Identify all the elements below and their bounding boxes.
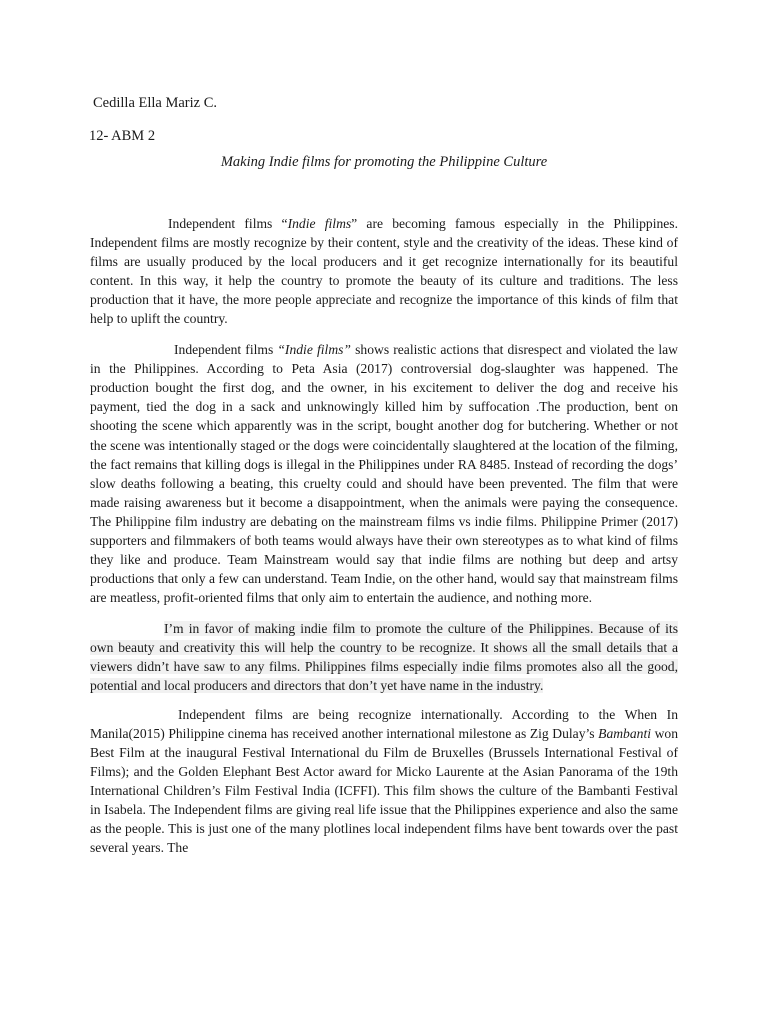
- paragraph-4-italic: Bambanti: [598, 726, 652, 742]
- paragraph-1-text-b: ” are becoming famous especially in the Philippines. Independent films are mostly recognize by their content, style and the creativity of the ideas. These kind of films are usually produced by the local producers and it get recognize internationally for its beautiful content. In this way, it help the country to promote the beauty of its culture and traditions. The less production that it have, the more people appreciate and recognize the importance of this kinds of film that help to uplift the country.: [90, 216, 678, 327]
- paragraph-4-text-b: won Best Film at the inaugural Festival International du Film de Bruxelles (Brussels International Festival of Films); and the Golden Elephant Best Actor award for Micko Laurente at the Asian Panorama of the 19th International Children’s Film Festival India (ICFFI). This film shows the culture of the Bambanti Festival in Isabela. The Independent films are giving real life issue that the Philippines experience and also the same as the people. This is just one of the many plotlines local independent films have bent towards over the past several years. The: [90, 726, 678, 856]
- author-name: Cedilla Ella Mariz C.: [93, 95, 218, 111]
- paragraph-1-italic: Indie films: [287, 216, 352, 231]
- paragraph-1-text-a: Independent films “: [168, 216, 288, 231]
- paragraph-4: [90, 705, 678, 857]
- paragraph-3-text: I’m in favor of making indie film to promote the culture of the Philippines. Because of its own beauty and creativity this will help the country to be recognize. It shows all the small details that a viewers didn’t have saw to any films. Philippines films especially indie films promotes also all the good, potential and local producers and directors that don’t yet have name in the industry.: [90, 620, 678, 694]
- paragraph-4-text-a: Independent films are being recognize internationally. According to the When In Manila(2015) Philippine cinema has received another international milestone as Zig Dulay’s: [90, 707, 678, 742]
- class-section: 12- ABM 2: [89, 128, 156, 144]
- document-title: Making Indie films for promoting the Philippine Culture: [220, 154, 548, 170]
- paragraph-3: [90, 619, 678, 695]
- paragraph-2-text-b: shows realistic actions that disrespect and violated the law in the Philippines. According to Peta Asia (2017) controversial dog-slaughter was happened. The production bought the first dog, and the owner, in his excitement to deliver the dog and receive his payment, tied the dog in a sack and unknowingly killed him by suffocation .The production, bent on shooting the scene which apparently was in the script, bought another dog for butchering. Whether or not the scene was intentionally staged or the dogs were coincidentally slaughtered at the location of the filming, the fact remains that killing dogs is illegal in the Philippines under RA 8485. Instead of recording the dogs’ slow deaths following a beating, this cruelty could and should have been prevented. The film that were made raising awareness but it become a disappointment, when the animals were paying the consequence. The Philippine film industry are debating on the mainstream films vs indie films. Philippine Primer (2017) supporters and filmmakers of both teams would always have their own stereotypes as to what kind of films they like and produce. Team Mainstream would say that indie films are nothing but deep and artsy productions that only a few can understand. Team Indie, on the other hand, would say that mainstream films are meatless, profit-oriented films that only aim to entertain the audience, and nothing more.: [90, 342, 678, 605]
- paragraph-2: [90, 340, 678, 607]
- paragraph-1: [90, 214, 678, 328]
- paragraph-2-italic: “Indie films”: [277, 342, 351, 358]
- paragraph-2-text-a: Independent films: [174, 342, 278, 358]
- essay-body: [90, 214, 678, 858]
